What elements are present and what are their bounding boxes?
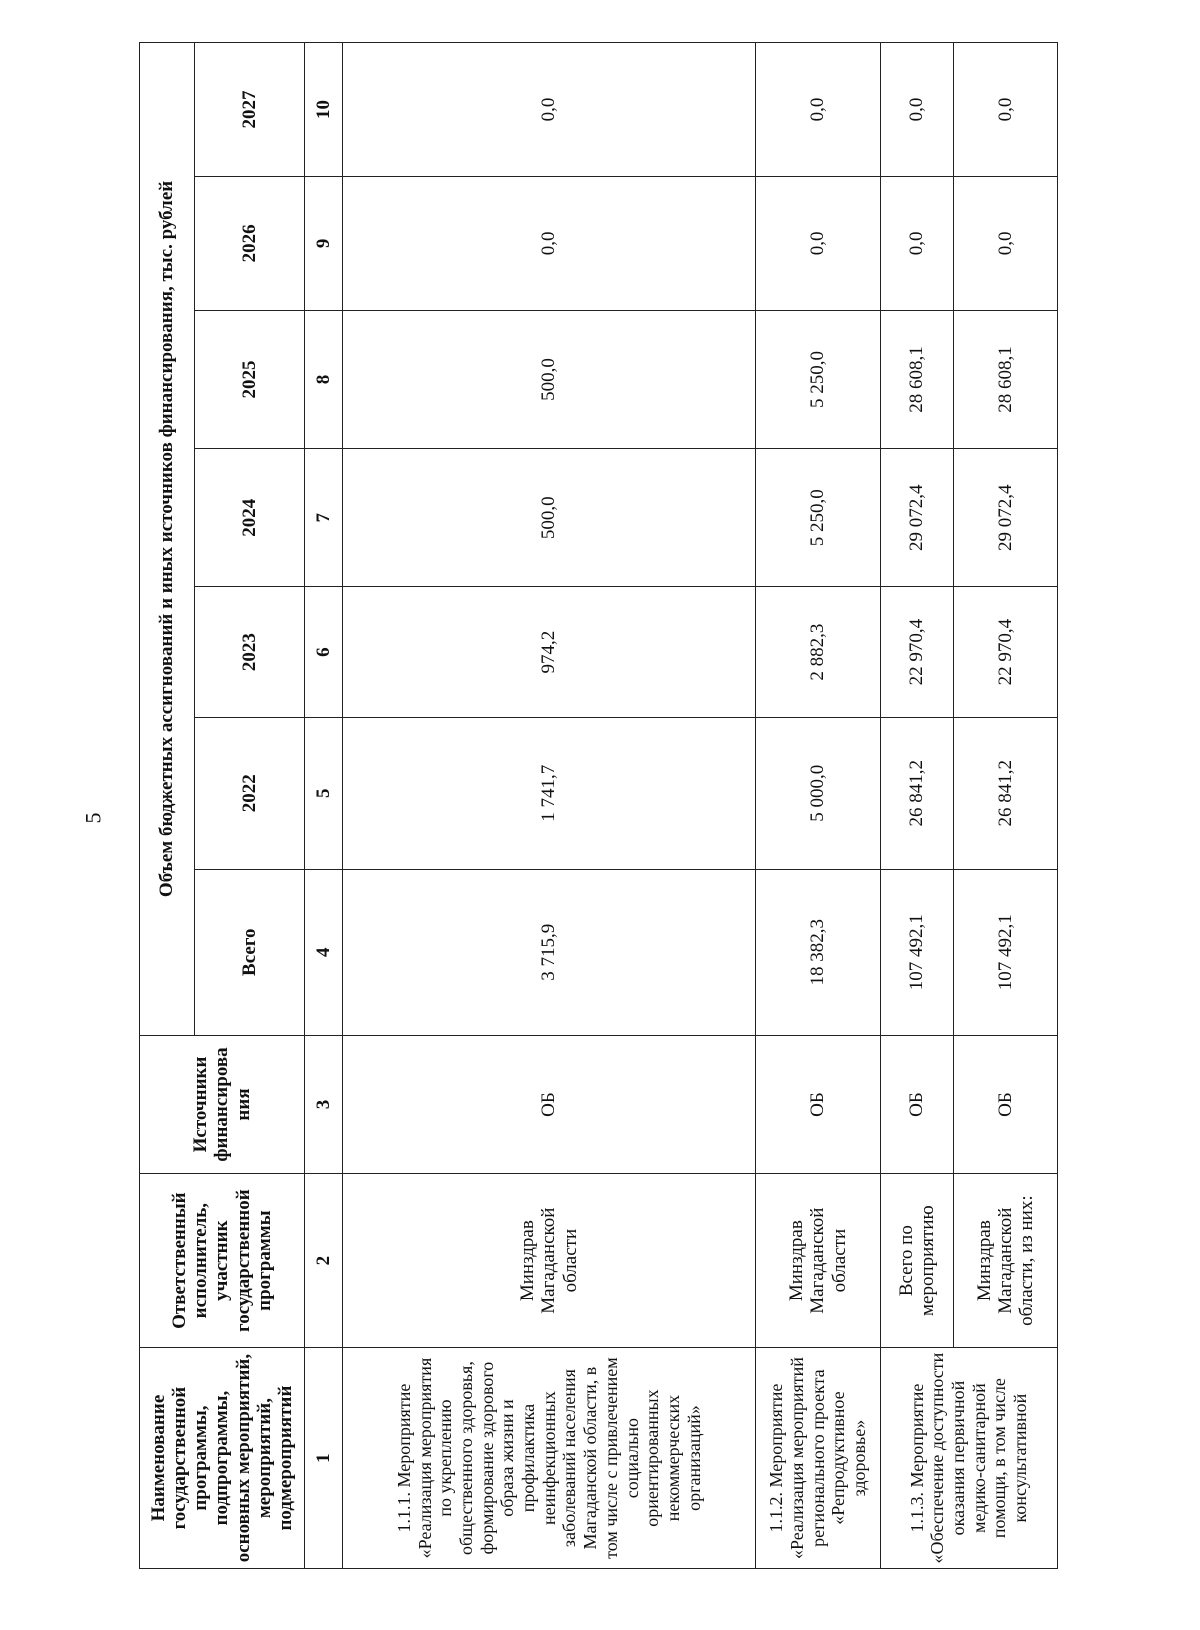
row-value-2025: 28 608,1 — [880, 310, 954, 448]
header-source: Источники финансирова ния — [140, 1035, 305, 1173]
header-year-2026: 2026 — [195, 176, 305, 310]
row-source: ОБ — [756, 1035, 881, 1173]
row-value-2027: 0,0 — [954, 43, 1057, 177]
row-executor: Минздрав Магаданской области — [342, 1174, 755, 1348]
row-value-2027: 0,0 — [342, 43, 755, 177]
row-value-2024: 29 072,4 — [880, 449, 954, 587]
header-year-2023: 2023 — [195, 587, 305, 718]
row-value-2026: 0,0 — [342, 176, 755, 310]
row-value-2023: 22 970,4 — [880, 587, 954, 718]
column-number: 10 — [305, 43, 343, 177]
row-value-2023: 974,2 — [342, 587, 755, 718]
header-row-1 — [140, 43, 195, 1569]
rotated-table-wrapper — [139, 42, 1038, 1569]
row-executor: Минздрав Магаданской области, из них: — [954, 1174, 1057, 1348]
row-value-2026: 0,0 — [880, 176, 954, 310]
column-number: 8 — [305, 310, 343, 448]
row-name: 1.1.3. Мероприятие «Обеспечение доступности оказания первичной медико-санитарной помощи, в том числе консультативной — [880, 1348, 1057, 1569]
header-year-2024: 2024 — [195, 449, 305, 587]
row-value-2025: 5 250,0 — [756, 310, 881, 448]
row-value-total: 107 492,1 — [880, 869, 954, 1035]
row-value-total: 3 715,9 — [342, 869, 755, 1035]
header-year-2025: 2025 — [195, 310, 305, 448]
row-name: 1.1.2. Мероприятие «Реализация мероприятий регионального проекта «Репродуктивное здоровье» — [756, 1348, 881, 1569]
column-number-row — [305, 43, 343, 1569]
header-executor: Ответственный исполнитель, участник государственной программы — [140, 1174, 305, 1348]
column-number: 7 — [305, 449, 343, 587]
column-number: 1 — [305, 1348, 343, 1569]
row-value-2024: 5 250,0 — [756, 449, 881, 587]
column-number: 2 — [305, 1174, 343, 1348]
row-value-2026: 0,0 — [954, 176, 1057, 310]
table-row — [342, 43, 755, 1569]
row-value-2022: 5 000,0 — [756, 717, 881, 869]
column-number: 9 — [305, 176, 343, 310]
row-value-total: 18 382,3 — [756, 869, 881, 1035]
row-value-2024: 500,0 — [342, 449, 755, 587]
row-value-2022: 26 841,2 — [954, 717, 1057, 869]
row-value-2025: 28 608,1 — [954, 310, 1057, 448]
column-number: 6 — [305, 587, 343, 718]
row-source: ОБ — [342, 1035, 755, 1173]
row-value-2026: 0,0 — [756, 176, 881, 310]
page-number: 5 — [80, 812, 106, 824]
row-value-2027: 0,0 — [880, 43, 954, 177]
header-year-total: Всего — [195, 869, 305, 1035]
row-value-2022: 26 841,2 — [880, 717, 954, 869]
table-row — [880, 43, 954, 1569]
funding-table — [139, 42, 1058, 1569]
column-number: 5 — [305, 717, 343, 869]
row-value-total: 107 492,1 — [954, 869, 1057, 1035]
row-source: ОБ — [954, 1035, 1057, 1173]
row-value-2023: 22 970,4 — [954, 587, 1057, 718]
header-year-2027: 2027 — [195, 43, 305, 177]
row-name: 1.1.1. Мероприятие «Реализация мероприятия по укреплению общественного здоровья, формирование здорового образа жизни и профилактика неинфекционных заболеваний населения Магаданской области, в том числе с привлечением социально ориентированных некоммерческих организаций» — [342, 1348, 755, 1569]
header-funding-group: Объем бюджетных ассигнований и иных источников финансирования, тыс. рублей — [140, 43, 195, 1036]
header-year-2022: 2022 — [195, 717, 305, 869]
header-name: Наименование государственной программы, подпрограммы, основных мероприятий, мероприятий, подмероприятий — [140, 1348, 305, 1569]
row-value-2023: 2 882,3 — [756, 587, 881, 718]
table-row — [756, 43, 881, 1569]
column-number: 4 — [305, 869, 343, 1035]
row-source: ОБ — [880, 1035, 954, 1173]
row-value-2027: 0,0 — [756, 43, 881, 177]
row-value-2025: 500,0 — [342, 310, 755, 448]
row-value-2024: 29 072,4 — [954, 449, 1057, 587]
row-value-2022: 1 741,7 — [342, 717, 755, 869]
table-row — [954, 43, 1057, 1569]
row-executor: Минздрав Магаданской области — [756, 1174, 881, 1348]
row-executor: Всего по мероприятию — [880, 1174, 954, 1348]
column-number: 3 — [305, 1035, 343, 1173]
